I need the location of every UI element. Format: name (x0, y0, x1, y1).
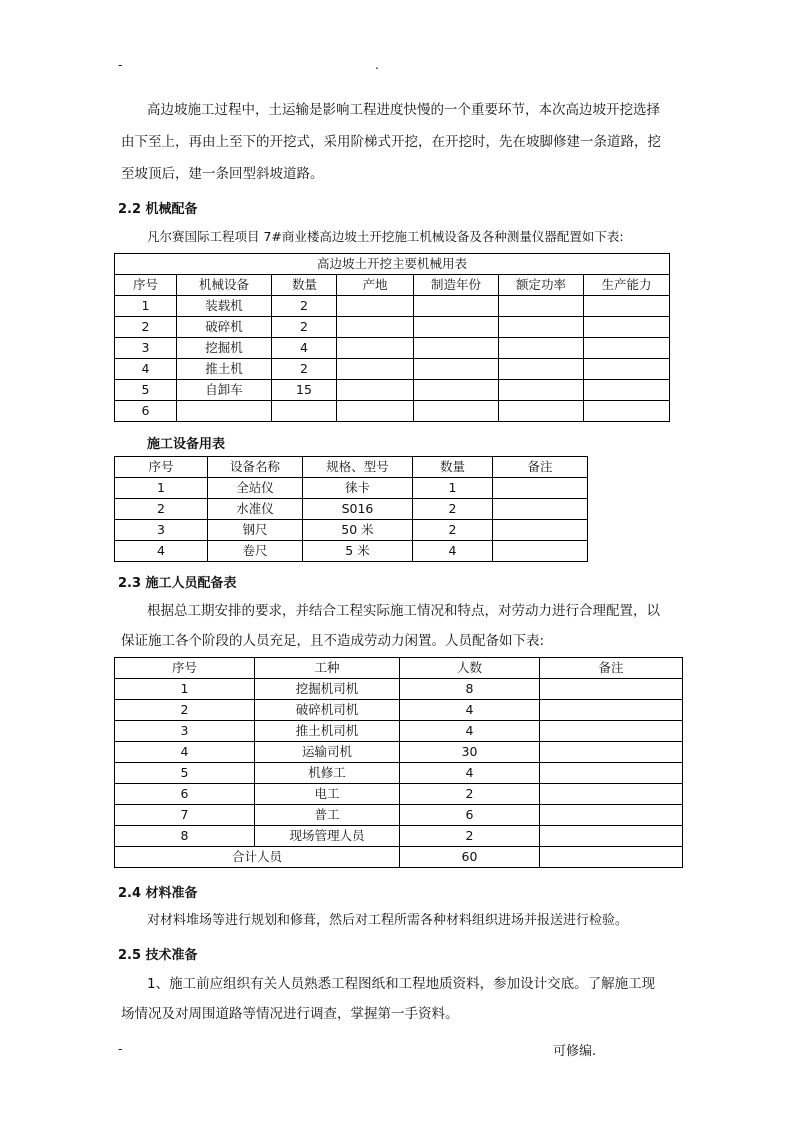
table-cell: 全站仪 (208, 478, 303, 499)
table-cell (499, 296, 584, 317)
table-cell: 1 (413, 478, 493, 499)
table-cell (493, 499, 588, 520)
table-row (115, 380, 670, 401)
table-cell: 2 (413, 499, 493, 520)
table-row (115, 742, 683, 763)
table-cell (584, 317, 670, 338)
staff-total-label: 合计人员 (115, 847, 400, 868)
table-cell: 15 (272, 380, 337, 401)
staff-header-cell: 备注 (540, 658, 683, 679)
table-cell (540, 763, 683, 784)
table-cell (493, 520, 588, 541)
table-cell (584, 401, 670, 422)
table-cell (414, 317, 499, 338)
table-cell: 1 (115, 296, 177, 317)
machine-table-title: 高边坡土开挖主要机械用表 (115, 254, 670, 275)
table-row (115, 805, 683, 826)
table-cell (584, 359, 670, 380)
table-cell: 2 (272, 296, 337, 317)
table-cell (499, 317, 584, 338)
table-cell (414, 338, 499, 359)
table-cell (337, 338, 414, 359)
table-cell (414, 401, 499, 422)
intro-line-3: 至坡顶后，建一条回型斜坡道路。 (121, 166, 324, 182)
table-cell: 2 (115, 700, 255, 721)
table-cell: 5 (115, 380, 177, 401)
table-row (115, 401, 670, 422)
table-cell: 推土机 (177, 359, 272, 380)
staff-header-cell: 人数 (400, 658, 540, 679)
table-cell: 挖掘机司机 (255, 679, 400, 700)
table-cell (337, 359, 414, 380)
equipment-header-row (115, 457, 588, 478)
machine-header-cell: 额定功率 (499, 275, 584, 296)
table-cell: 4 (400, 700, 540, 721)
table-cell: 破碎机司机 (255, 700, 400, 721)
table-cell: 8 (115, 826, 255, 847)
table-cell: 30 (400, 742, 540, 763)
machine-header-cell: 产地 (337, 275, 414, 296)
table-cell (540, 679, 683, 700)
machine-header-cell: 生产能力 (584, 275, 670, 296)
table-cell (499, 401, 584, 422)
equipment-header-cell: 规格、型号 (303, 457, 413, 478)
table-cell (540, 826, 683, 847)
staff-header-cell: 序号 (115, 658, 255, 679)
table-cell (177, 401, 272, 422)
staff-table (114, 657, 683, 868)
table-cell (584, 338, 670, 359)
machine-header-cell: 序号 (115, 275, 177, 296)
table-row (115, 520, 588, 541)
table-cell: 4 (115, 541, 208, 562)
table-cell (414, 296, 499, 317)
table-cell (540, 784, 683, 805)
table-cell: 徕卡 (303, 478, 413, 499)
table-cell: 4 (272, 338, 337, 359)
table-row (115, 826, 683, 847)
table-cell (540, 721, 683, 742)
intro-line-1: 高边坡施工过程中，土运输是影响工程进度快慢的一个重要环节，本次高边坡开挖选择 (147, 102, 660, 118)
table-cell: 8 (400, 679, 540, 700)
section-2-4-heading: 2.4 材料准备 (118, 886, 198, 901)
table-row (115, 338, 670, 359)
table-row (115, 478, 588, 499)
table-cell (337, 296, 414, 317)
table-cell: 6 (115, 401, 177, 422)
machine-header-cell: 制造年份 (414, 275, 499, 296)
table-cell (337, 317, 414, 338)
table-cell (499, 359, 584, 380)
table-cell: 2 (115, 317, 177, 338)
table-row (115, 721, 683, 742)
table-cell: 4 (400, 721, 540, 742)
table-cell (584, 380, 670, 401)
table-cell (493, 541, 588, 562)
table-cell: 4 (115, 742, 255, 763)
table-cell: 6 (115, 784, 255, 805)
intro-line-2: 由下至上，再由上至下的开挖式，采用阶梯式开挖，在开挖时，先在坡脚修建一条道路，挖 (121, 134, 661, 150)
table-cell: 5 (115, 763, 255, 784)
table-cell: 3 (115, 721, 255, 742)
machine-table-header-row (115, 275, 670, 296)
table-row (115, 499, 588, 520)
machine-header-cell: 机械设备 (177, 275, 272, 296)
table-cell: 推土机司机 (255, 721, 400, 742)
section-2-5-heading: 2.5 技术准备 (118, 948, 198, 963)
table-cell (540, 700, 683, 721)
table-cell: 2 (115, 499, 208, 520)
table-cell: 2 (413, 520, 493, 541)
footer-left-mark: - (118, 1042, 123, 1056)
table-cell: 2 (272, 359, 337, 380)
equipment-header-cell: 备注 (493, 457, 588, 478)
section-2-2-text: 凡尔赛国际工程项目 7#商业楼高边坡土开挖施工机械设备及各种测量仪器配置如下表: (147, 229, 624, 244)
table-row (115, 541, 588, 562)
table-cell (540, 742, 683, 763)
staff-total-row (115, 847, 683, 868)
table-cell (499, 338, 584, 359)
staff-header-row (115, 658, 683, 679)
table-cell (540, 805, 683, 826)
table-cell: 7 (115, 805, 255, 826)
table-cell (337, 380, 414, 401)
table-cell: 卷尺 (208, 541, 303, 562)
equipment-header-cell: 数量 (413, 457, 493, 478)
table-cell: 4 (115, 359, 177, 380)
equipment-table-heading: 施工设备用表 (147, 437, 226, 452)
table-cell: 钢尺 (208, 520, 303, 541)
header-center-mark: . (375, 58, 379, 72)
table-cell: 自卸车 (177, 380, 272, 401)
section-2-5-line-1: 1、施工前应组织有关人员熟悉工程图纸和工程地质资料，参加设计交底。了解施工现 (147, 976, 656, 992)
table-cell: 现场管理人员 (255, 826, 400, 847)
table-cell: 水准仪 (208, 499, 303, 520)
table-cell: 50 米 (303, 520, 413, 541)
table-cell: 2 (400, 826, 540, 847)
equipment-table (114, 456, 588, 562)
section-2-4-text: 对材料堆场等进行规划和修葺，然后对工程所需各种材料组织进场并报送进行检验。 (147, 913, 629, 928)
table-cell: 运输司机 (255, 742, 400, 763)
table-row (115, 784, 683, 805)
table-cell: 1 (115, 478, 208, 499)
staff-header-cell: 工种 (255, 658, 400, 679)
table-cell: 装载机 (177, 296, 272, 317)
equipment-header-cell: 设备名称 (208, 457, 303, 478)
table-cell: 1 (115, 679, 255, 700)
staff-total-value: 60 (400, 847, 540, 868)
machine-header-cell: 数量 (272, 275, 337, 296)
table-cell: 2 (400, 784, 540, 805)
table-row (115, 679, 683, 700)
footer-editable-note: 可修编. (553, 1044, 597, 1059)
table-cell (337, 401, 414, 422)
table-cell (499, 380, 584, 401)
table-cell: 挖掘机 (177, 338, 272, 359)
section-2-2-heading: 2.2 机械配备 (118, 202, 198, 217)
section-2-3-heading: 2.3 施工人员配备表 (118, 576, 237, 591)
table-cell: 普工 (255, 805, 400, 826)
equipment-header-cell: 序号 (115, 457, 208, 478)
section-2-3-line-2: 保证施工各个阶段的人员充足，且不造成劳动力闲置。人员配备如下表: (121, 633, 545, 649)
machine-table (114, 253, 670, 422)
table-cell: 3 (115, 338, 177, 359)
table-row (115, 763, 683, 784)
table-row (115, 700, 683, 721)
table-cell: 4 (413, 541, 493, 562)
table-cell: 4 (400, 763, 540, 784)
table-cell (584, 296, 670, 317)
table-cell: 5 米 (303, 541, 413, 562)
table-cell (493, 478, 588, 499)
table-cell (414, 359, 499, 380)
table-cell: 3 (115, 520, 208, 541)
section-2-3-line-1: 根据总工期安排的要求，并结合工程实际施工情况和特点，对劳动力进行合理配置，以 (147, 603, 660, 619)
table-cell: 机修工 (255, 763, 400, 784)
section-2-5-line-2: 场情况及对周围道路等情况进行调查，掌握第一手资料。 (121, 1006, 459, 1022)
table-cell (272, 401, 337, 422)
table-cell: S016 (303, 499, 413, 520)
table-row (115, 317, 670, 338)
table-cell: 2 (272, 317, 337, 338)
table-cell (414, 380, 499, 401)
table-row (115, 359, 670, 380)
table-cell: 破碎机 (177, 317, 272, 338)
table-cell: 电工 (255, 784, 400, 805)
header-left-mark: - (118, 58, 123, 72)
table-cell (540, 847, 683, 868)
table-row (115, 296, 670, 317)
table-cell: 6 (400, 805, 540, 826)
